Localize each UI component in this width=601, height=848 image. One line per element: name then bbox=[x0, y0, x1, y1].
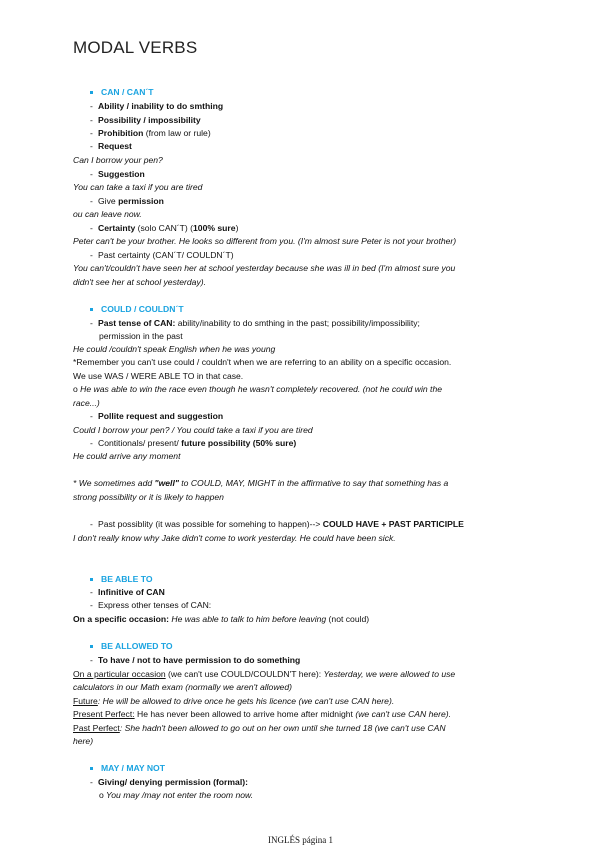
note-text: *Remember you can't use could / couldn't when we are referring to an ability on a specific occasion. bbox=[73, 357, 452, 367]
bullet-square-icon bbox=[90, 645, 93, 648]
list-item: - Certainty (solo CAN´T) (100% sure) bbox=[90, 223, 239, 233]
list-item: - Suggestion bbox=[90, 169, 145, 179]
example-text: He could /couldn't speak English when he was young bbox=[73, 344, 276, 354]
example-text: Past Perfect: She hadn't been allowed to go out on her own until she turned 18 (we can't use CAN bbox=[73, 723, 446, 733]
bullet-square-icon bbox=[90, 91, 93, 94]
example-text: didn't see her at school yesterday). bbox=[73, 277, 207, 287]
list-item: - Infinitive of CAN bbox=[90, 587, 165, 597]
heading-can: CAN / CAN´T bbox=[90, 87, 154, 97]
heading-be-allowed-to: BE ALLOWED TO bbox=[90, 641, 173, 651]
example-text: On a particular occasion (we can't use COULD/COULDN'T here): Yesterday, we were allowed to use bbox=[73, 669, 456, 679]
list-item: - Request bbox=[90, 141, 132, 151]
note-text: We use WAS / WERE ABLE TO in that case. bbox=[73, 371, 244, 381]
list-item: - Past tense of CAN: ability/inability to do smthing in the past; possibility/impossibility; bbox=[90, 318, 420, 328]
heading-be-able-to: BE ABLE TO bbox=[90, 574, 153, 584]
example-text: o He was able to win the race even though he wasn't completely recovered. (not he could win the bbox=[73, 384, 443, 394]
example-text: ou can leave now. bbox=[73, 209, 142, 219]
page-title: MODAL VERBS bbox=[73, 38, 198, 57]
example-text: You can't/couldn't have seen her at school yesterday because she was ill in bed (I'm almost sure you bbox=[73, 263, 456, 273]
example-text: race...) bbox=[73, 398, 100, 408]
list-item: - Giving/ denying permission (formal): bbox=[90, 777, 248, 787]
bullet-square-icon bbox=[90, 767, 93, 770]
heading-may: MAY / MAY NOT bbox=[90, 763, 165, 773]
heading-could: COULD / COULDN´T bbox=[90, 304, 184, 314]
example-text: o You may /may not enter the room now. bbox=[99, 790, 254, 800]
list-item: - Prohibition (from law or rule) bbox=[90, 128, 211, 138]
list-item: - Contitionals/ present/ future possibility (50% sure) bbox=[90, 438, 297, 448]
example-text: He could arrive any moment bbox=[73, 451, 181, 461]
list-item: - Pollite request and suggestion bbox=[90, 411, 224, 421]
list-item-continuation: permission in the past bbox=[99, 331, 183, 341]
example-text: You can take a taxi if you are tired bbox=[73, 182, 203, 192]
example-text: Can I borrow your pen? bbox=[73, 155, 163, 165]
example-text: I don't really know why Jake didn't come to work yesterday. He could have been sick. bbox=[73, 533, 396, 543]
page-footer: INGLÉS página 1 bbox=[268, 835, 333, 845]
list-item: - Give permission bbox=[90, 196, 164, 206]
list-item: - Express other tenses of CAN: bbox=[90, 600, 212, 610]
bullet-square-icon bbox=[90, 308, 93, 311]
example-text: calculators in our Math exam (normally we aren't allowed) bbox=[73, 682, 292, 692]
example-text: Future: He will be allowed to drive once he gets his licence (we can't use CAN here). bbox=[73, 696, 395, 706]
example-text: On a specific occasion: He was able to talk to him before leaving (not could) bbox=[73, 614, 370, 624]
note-text: strong possibility or it is likely to happen bbox=[73, 492, 224, 502]
example-text: Could I borrow your pen? / You could take a taxi if you are tired bbox=[73, 425, 313, 435]
bullet-square-icon bbox=[90, 578, 93, 581]
list-item: - To have / not to have permission to do something bbox=[90, 655, 301, 665]
list-item: - Past certainty (CAN´T/ COULDN´T) bbox=[90, 250, 234, 260]
example-text: here) bbox=[73, 736, 94, 746]
list-item: - Past possiblity (it was possible for somehing to happen)--> COULD HAVE + PAST PARTICIPLE bbox=[90, 519, 464, 529]
list-item: - Ability / inability to do smthing bbox=[90, 101, 224, 111]
list-item: - Possibility / impossibility bbox=[90, 115, 201, 125]
example-text: Peter can't be your brother. He looks so different from you. (I'm almost sure Peter is not your brother) bbox=[73, 236, 457, 246]
note-text: * We sometimes add "well" to COULD, MAY, MIGHT in the affirmative to say that something has a bbox=[73, 478, 449, 488]
example-text: Present Perfect: He has never been allowed to arrive home after midnight (we can't use CAN here). bbox=[73, 709, 452, 719]
